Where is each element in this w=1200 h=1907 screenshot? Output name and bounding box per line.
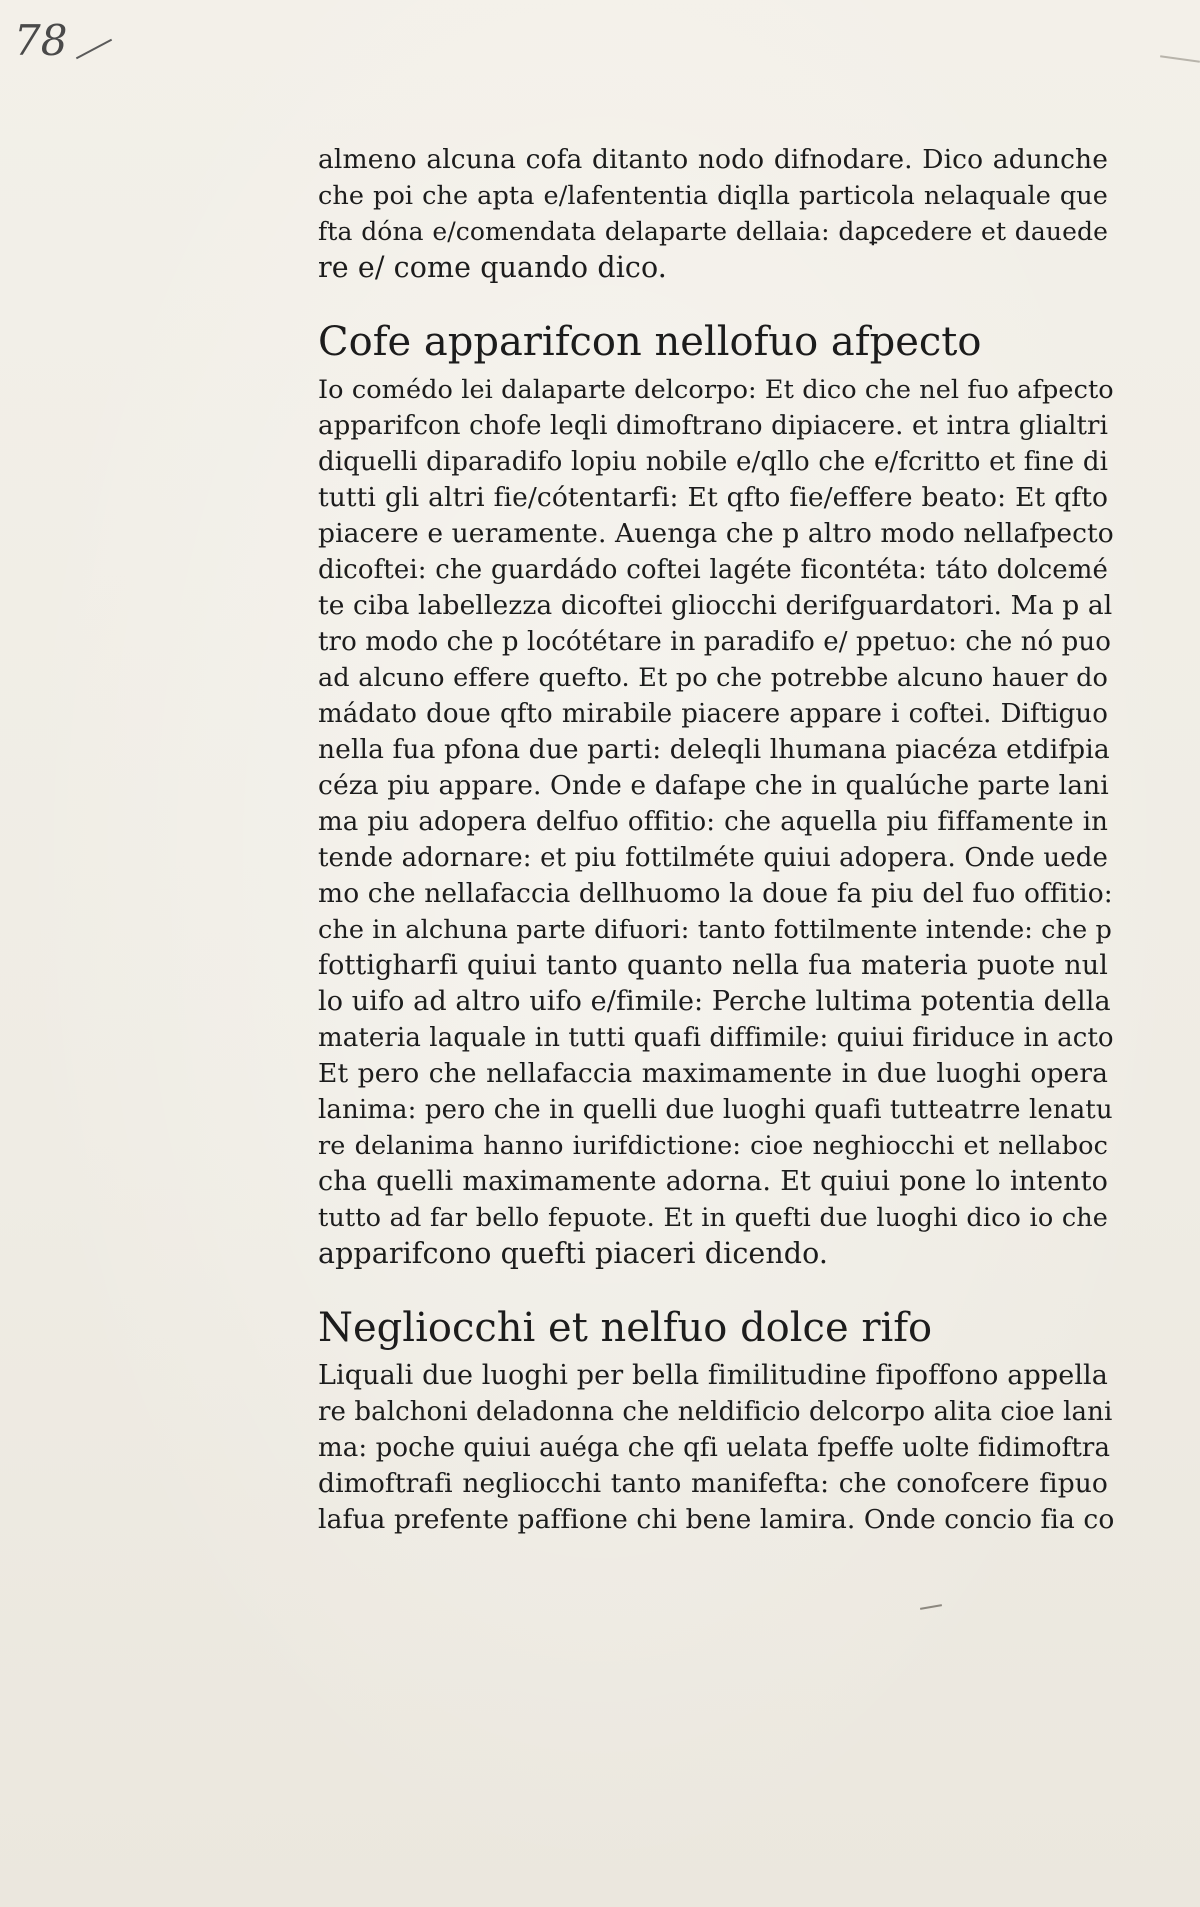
text-line: tutti gli altri fie/cótentarfi: Et qfto fie/effere beato: Et qfto [318, 482, 1108, 513]
text-line: almeno alcuna cofa ditanto nodo difnodare. Dico adunche [318, 144, 1108, 175]
text-line: lo uifo ad altro uifo e/fimile: Perche lultima potentia della [318, 986, 1111, 1017]
text-line: te ciba labellezza dicoftei gliocchi derifguardatori. Ma p al [318, 590, 1113, 621]
text-line: che poi che apta e/lafententia diqlla particola nelaquale que [318, 181, 1108, 211]
text-line: lanima: pero che in quelli due luoghi quafi tutteatrre lenatu [318, 1095, 1113, 1125]
paragraph-commentary-2 [318, 1358, 1115, 1538]
bottom-tick-mark [920, 1604, 942, 1610]
text-line: lafua prefente paffione chi bene lamira. Onde concio fia co [318, 1504, 1115, 1535]
folio-number [14, 16, 104, 100]
corner-mark [1160, 55, 1200, 63]
text-line: mo che nellafaccia dellhuomo la doue fa piu del fuo offitio: [318, 878, 1113, 909]
text-line: tende adornare: et piu fottilméte quiui adopera. Onde uede [318, 843, 1108, 873]
text-block [318, 142, 1115, 1538]
text-line: mádato doue qfto mirabile piacere appare i coftei. Diftiguo [318, 699, 1108, 729]
text-line: fottigharfi quiui tanto quanto nella fua materia puote nul [318, 950, 1108, 981]
text-line: dimoftrafi negliocchi tanto manifefta: che conofcere fipuo [318, 1468, 1108, 1499]
text-line: apparifcono quefti piaceri dicendo. [318, 1237, 829, 1270]
text-line: ma piu adopera delfuo offitio: che aquella piu fiffamente in [318, 807, 1108, 837]
text-line: dicoftei: che guardádo coftei lagéte ficontéta: táto dolcemé [318, 555, 1108, 585]
text-line: Liquali due luoghi per bella fimilitudine fipoffono appella [318, 1360, 1108, 1391]
text-line: tro modo che p locótétare in paradifo e/ ppetuo: che nó puo [318, 627, 1111, 657]
text-line: Io comédo lei dalaparte delcorpo: Et dico che nel fuo afpecto [318, 375, 1114, 405]
text-line: fta dóna e/comendata delaparte dellaia: daꝑcedere et dauede [318, 217, 1108, 246]
folio-number-text: 78 [14, 16, 68, 65]
paragraph-commentary-1 [318, 372, 1114, 1272]
section-heading: Cofe apparifcon nellofuo afpecto [318, 319, 982, 365]
paragraph-intro [318, 142, 1108, 286]
text-line: che in alchuna parte difuori: tanto fottilmente intende: che p [318, 915, 1112, 945]
text-line: apparifcon chofe leqli dimoftrano dipiacere. et intra glialtri [318, 411, 1108, 441]
text-line: tutto ad far bello fepuote. Et in quefti due luoghi dico io che [318, 1203, 1108, 1233]
text-line: re balchoni deladonna che neldificio delcorpo alita cioe lani [318, 1397, 1113, 1427]
section-heading: Negliocchi et nelfuo dolce rifo [318, 1305, 933, 1351]
text-line: nella fua pfona due parti: deleqli lhumana piacéza etdifpia [318, 734, 1110, 765]
text-line: re delanima hanno iurifdictione: cioe neghiocchi et nellaboc [318, 1131, 1108, 1161]
folio-stroke [76, 39, 112, 60]
text-line: ad alcuno effere quefto. Et po che potrebbe alcuno hauer do [318, 663, 1108, 693]
text-line: piacere e ueramente. Auenga che p altro modo nellafpecto [318, 518, 1114, 549]
text-line: Et pero che nellafaccia maximamente in due luoghi opera [318, 1058, 1108, 1089]
text-line: materia laquale in tutti quafi diffimile: quiui firiduce in acto [318, 1023, 1114, 1053]
text-line: ma: poche quiui auéga che qfi uelata fpeffe uolte fidimoftra [318, 1433, 1111, 1463]
text-line: re e/ come quando dico. [318, 251, 667, 284]
text-line: cha quelli maximamente adorna. Et quiui pone lo intento [318, 1166, 1108, 1197]
text-line: diquelli diparadifo lopiu nobile e/qllo che e/fcritto et fine di [318, 447, 1108, 477]
text-line: céza piu appare. Onde e dafape che in qualúche parte lani [318, 770, 1109, 801]
